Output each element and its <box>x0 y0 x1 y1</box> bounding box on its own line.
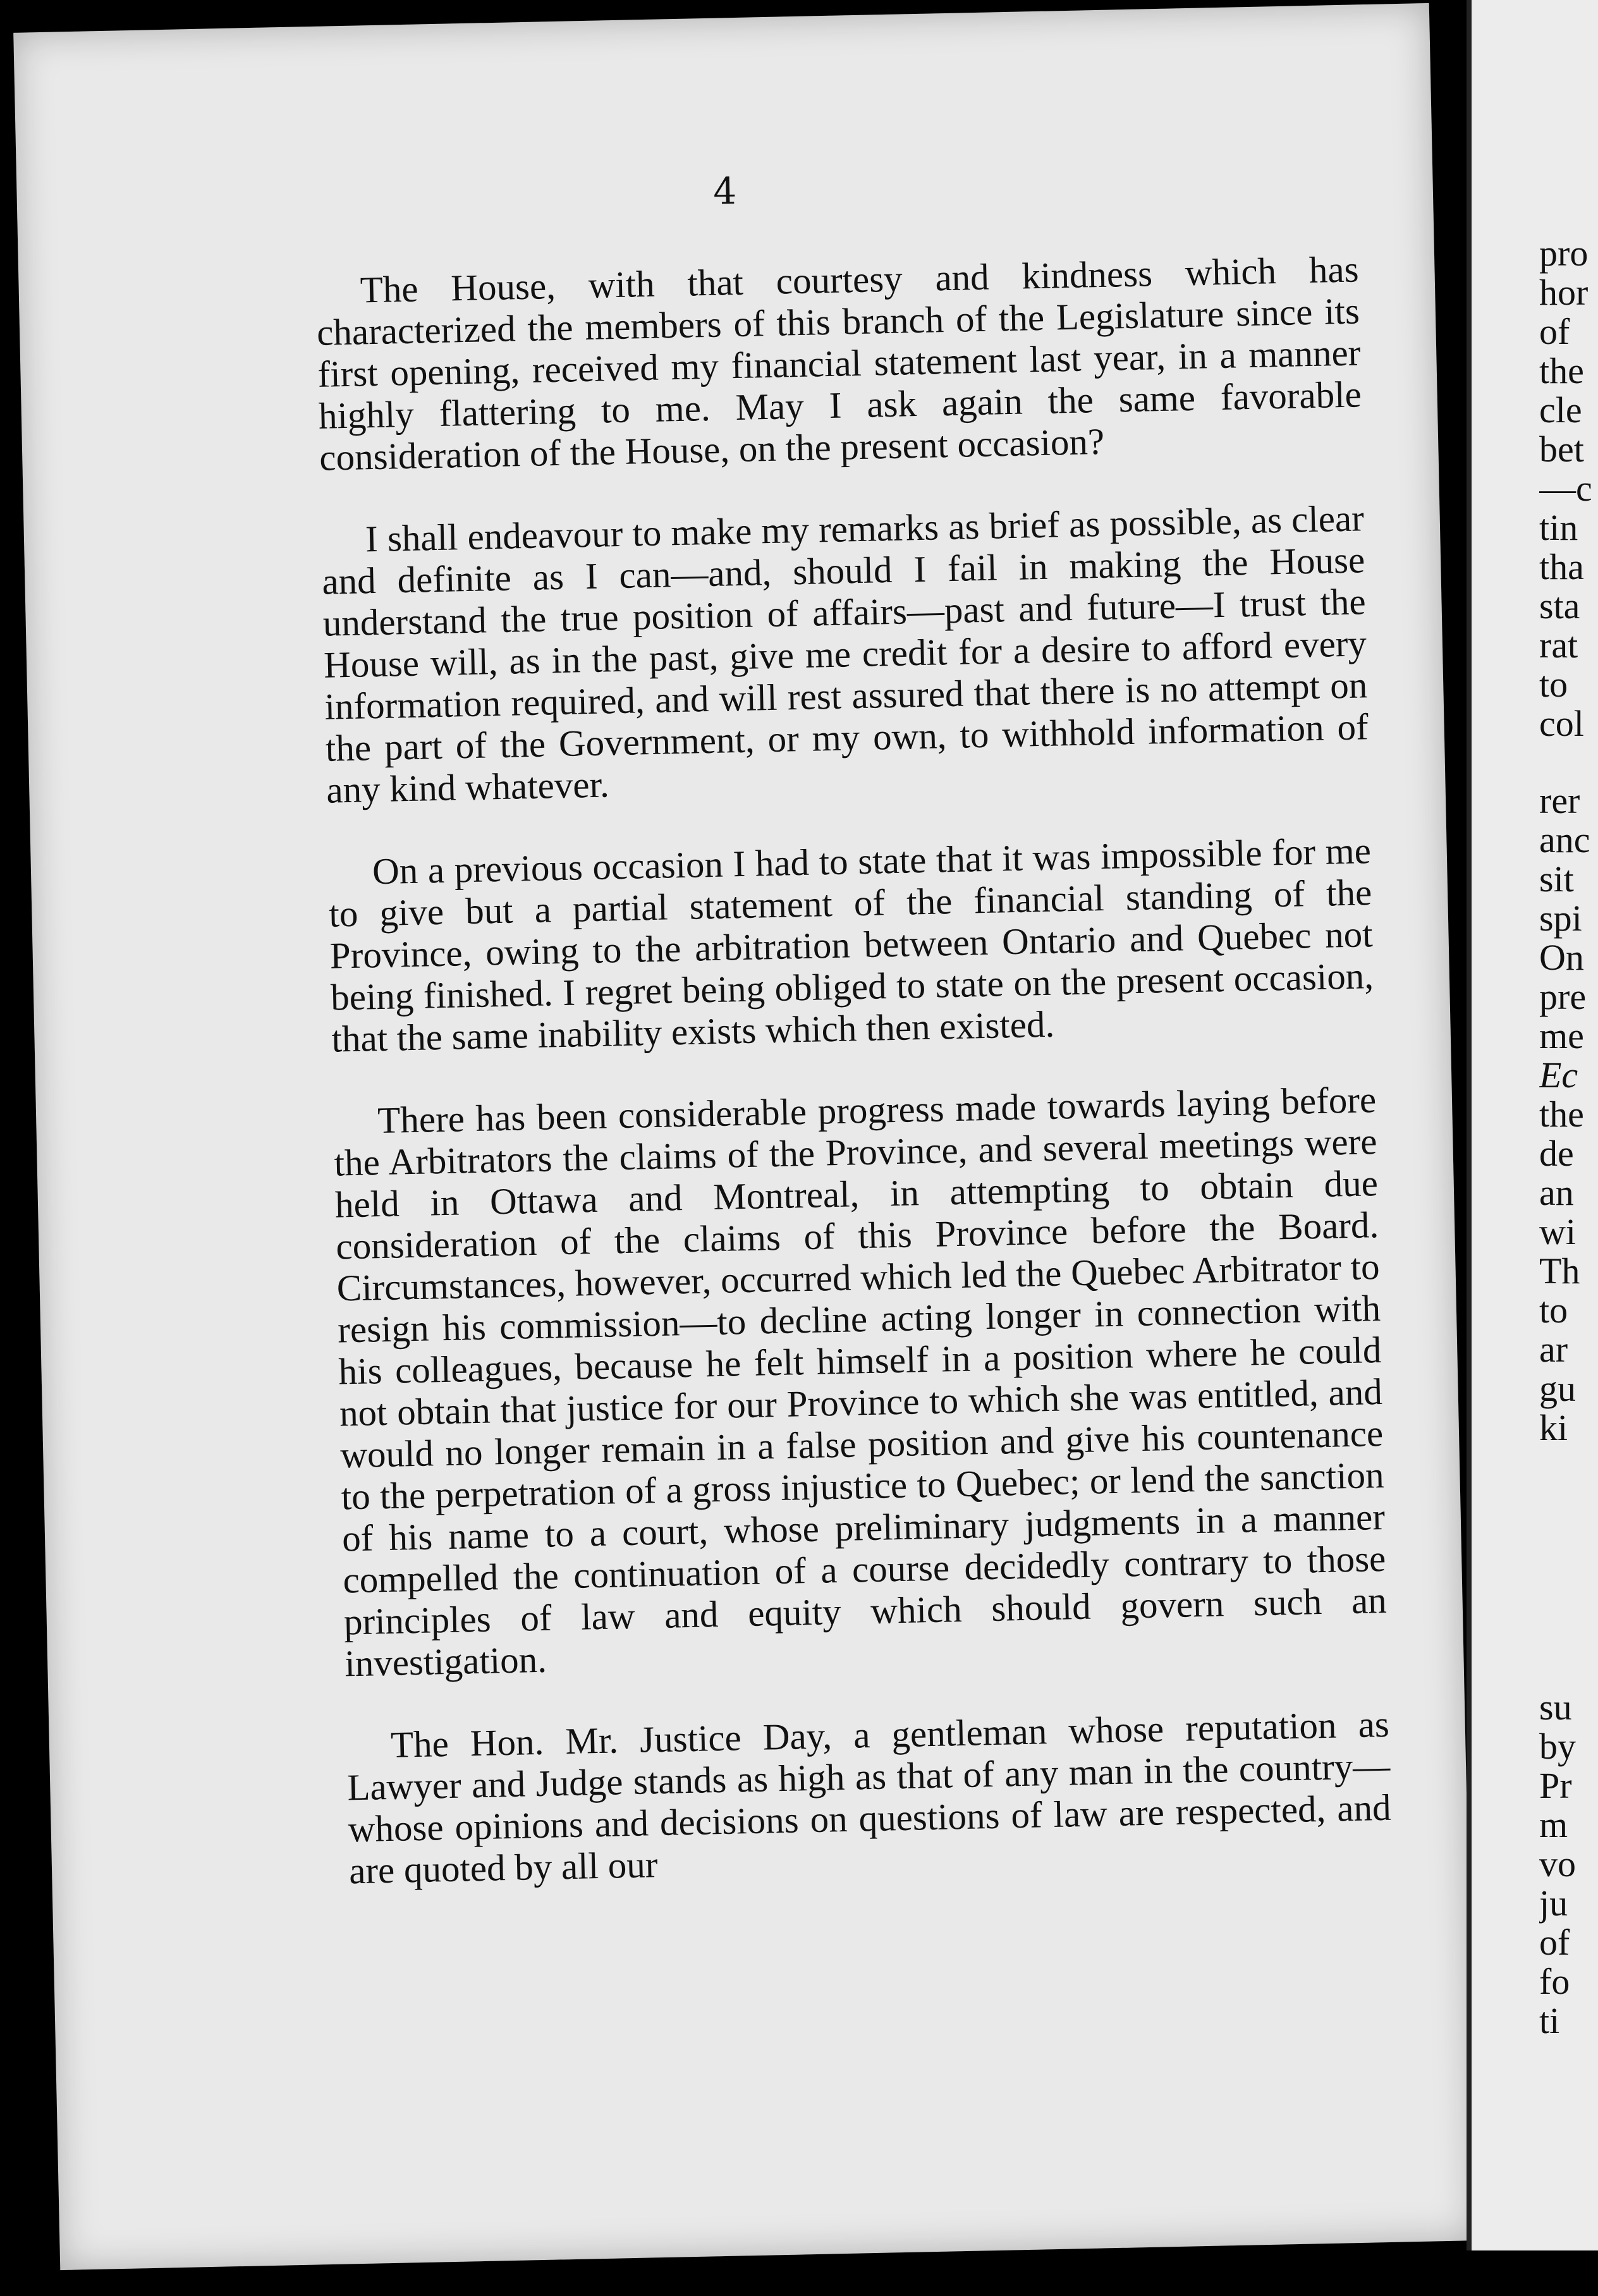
facing-line: gu <box>1539 1368 1576 1409</box>
facing-line: rer <box>1539 780 1580 821</box>
paragraph-5: The Hon. Mr. Justice Day, a gentleman whose reputation as Lawyer and Judge stands as high as that of any man in the country—whose opinions and decisions on questions of law are respected, and are quoted by all our <box>346 1702 1392 1892</box>
facing-line: an <box>1539 1172 1574 1213</box>
facing-line: ar <box>1539 1329 1568 1370</box>
facing-line: —c <box>1539 468 1592 509</box>
facing-line: rat <box>1539 625 1578 666</box>
facing-line: pre <box>1539 976 1587 1017</box>
facing-line: the <box>1539 350 1584 391</box>
facing-line: anc <box>1539 819 1590 860</box>
facing-line: by <box>1539 1726 1576 1767</box>
facing-line: pro <box>1539 234 1589 274</box>
facing-line: bet <box>1539 429 1584 470</box>
facing-line: fo <box>1539 1961 1570 2002</box>
facing-line: me <box>1539 1015 1584 1056</box>
facing-line: ti <box>1539 2000 1560 2041</box>
paragraph-3: On a previous occasion I had to state that it was impossible for me to give but a partial statement of the financial standing of the Province, owing to the arbitration between Ontario and Quebec not being finished. I regret being obliged to state on the present occasion, that the same inability exists which then existed. <box>328 829 1374 1060</box>
facing-page-text <box>1539 234 1598 2041</box>
facing-line: Th <box>1539 1250 1580 1292</box>
facing-line: the <box>1539 1094 1584 1135</box>
facing-line: col <box>1539 703 1584 744</box>
body-text <box>315 248 1393 1932</box>
facing-line: hor <box>1539 272 1589 313</box>
facing-line: m <box>1539 1804 1568 1845</box>
facing-line: of <box>1539 1922 1570 1963</box>
facing-line: Pr <box>1539 1765 1572 1806</box>
paragraph-2: I shall endeavour to make my remarks as brief as possible, as clear and definite as I can—and, should I fail in making the House understand the true position of affairs—past and future—I trust the House will, as in the past, give me credit for a desire to afford every information required, and will rest assured that there is no attempt on the part of the Government, or my own, to withhold information of any kind whatever. <box>321 497 1369 811</box>
facing-line: vo <box>1539 1843 1576 1884</box>
facing-line: ki <box>1539 1407 1568 1448</box>
left-page <box>13 3 1476 2270</box>
facing-line: On <box>1539 937 1584 978</box>
facing-line: to <box>1539 1290 1568 1331</box>
facing-line: wi <box>1539 1211 1576 1252</box>
facing-line: Ec <box>1539 1054 1578 1096</box>
facing-line: to <box>1539 664 1568 705</box>
facing-line: cle <box>1539 389 1582 430</box>
page-number: 4 <box>712 169 737 213</box>
facing-line: tin <box>1539 507 1578 548</box>
facing-line: spi <box>1539 898 1582 939</box>
paragraph-1: The House, with that courtesy and kindness which has characterized the members of this branch of the Legislature since its first opening, received my financial statement last year, in a manner highly flattering to me. May I ask again the same favorable consideration of the House, on the present occasion? <box>316 248 1362 479</box>
facing-line: ju <box>1539 1883 1568 1924</box>
facing-line: sta <box>1539 585 1580 626</box>
facing-line: sit <box>1539 858 1574 900</box>
facing-line: tha <box>1539 546 1584 587</box>
facing-line: su <box>1539 1687 1572 1728</box>
facing-line: of <box>1539 311 1570 352</box>
facing-line: de <box>1539 1133 1574 1174</box>
paragraph-4: There has been considerable progress made towards laying before the Arbitrators the claims of the Province, and several meetings were held in Ottawa and Montreal, in attempting to obtain due consideration of the claims of this Province before the Board. Circumstances, however, occurred which led the Quebec Arbitrator to resign his commission—to decline acting longer in connection with his colleagues, because he felt himself in a position where he could not obtain that justice for our Province to which she was entitled, and would no longer remain in a false position and give his countenance to the perpetration of a gross injustice to Quebec; or lend the sanction of his name to a court, whose preliminary judgments in a manner compelled the continuation of a course decidedly contrary to those principles of law and equity which should govern such an investigation. <box>334 1078 1388 1685</box>
